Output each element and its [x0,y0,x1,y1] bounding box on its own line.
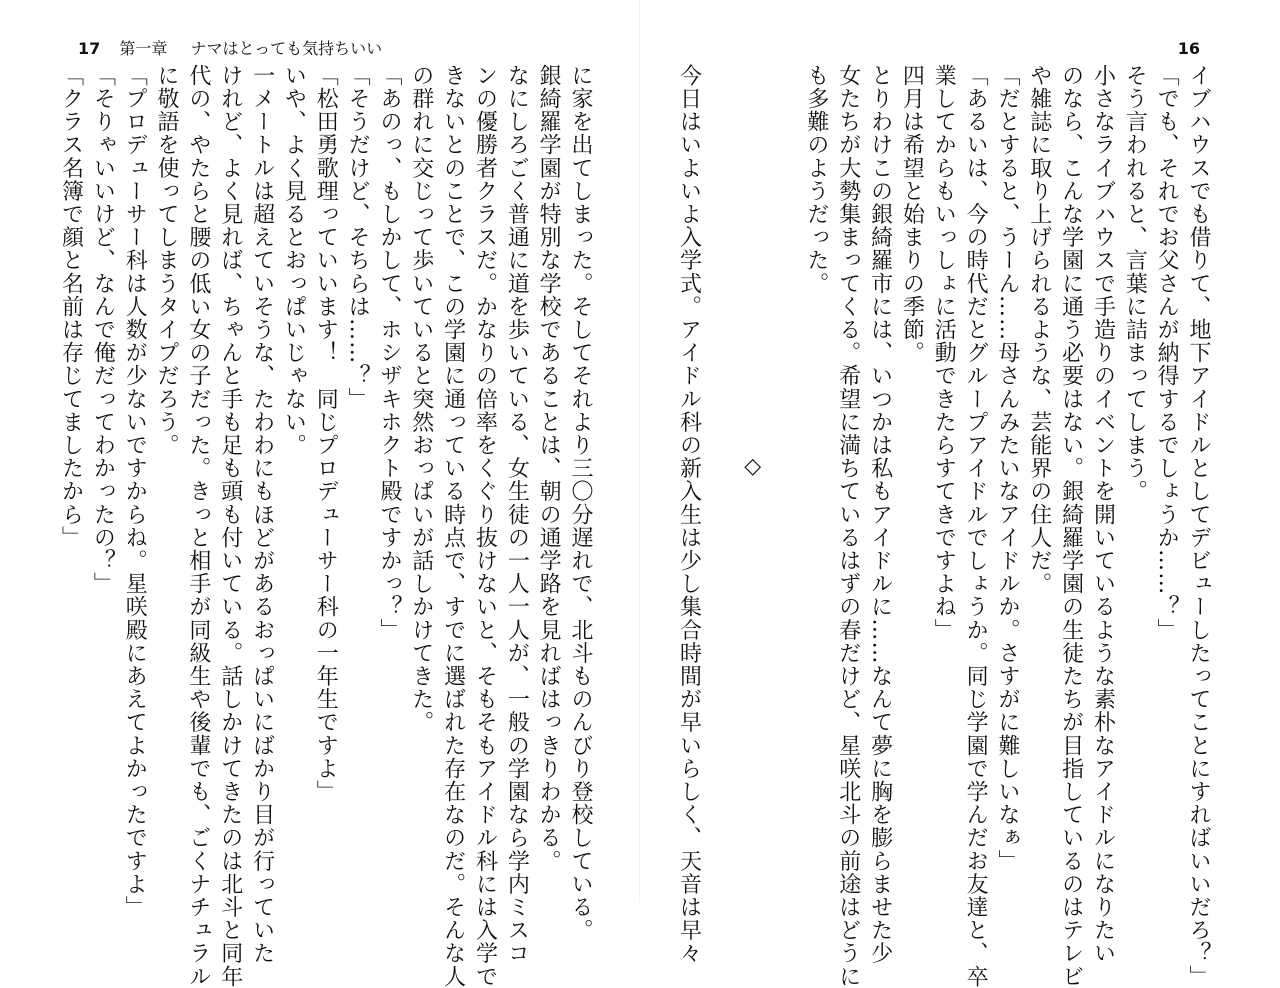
text-line: や雑誌に取り上げられるような、芸能界の住人だ。 [1026,64,1052,596]
text-line: そう言われると、言葉に詰まってしまう。 [1122,64,1148,503]
text-line: 「そりゃいいけど、なんで俺だってわかったの？」 [90,64,116,596]
right-page-text-column [676,64,1214,988]
right-page-body [676,64,1214,988]
text-line: なにしろごく普通に道を歩いている、女生徒の一人一人が、一般の学園なら学内ミスコ [504,64,530,965]
text-line: のなら、こんな学園に通う必要はない。銀綺羅学園の生徒たちが目指しているのはテレビ [1058,64,1084,988]
chapter-title: ナマはとっても気持ちいい [190,39,383,58]
text-line: に家を出てしまった。そしてそれより三〇分遅れで、北斗ものんびり登校している。 [568,64,593,942]
text-line: 「プロデューサー科は人数が少ないですからね。星咲殿にあえてよかったですよ」 [122,64,148,919]
left-page-header [78,36,382,62]
text-line: の群れに交じって歩いていると突然おっぱいが話しかけてきた。 [408,64,434,734]
left-page-number: 17 [78,39,101,58]
right-page-number: 16 [1177,39,1200,58]
text-line: 「クラス名簿で顔と名前は存じてましたから」 [58,64,84,550]
text-line: 「だとすると、うーん……母さんみたいなアイドルか。さすがに難しいなぁ」 [994,64,1020,873]
text-line: に敬語を使ってしまうタイプだろう。 [154,64,180,457]
text-line: とりわけこの銀綺羅市には、いつかは私もアイドルに……なんて夢に胸を膨らませた少 [867,64,893,965]
text-line: 女たちが大勢集まってくる。希望に満ちているはずの春だけど、星咲北斗の前途はどうに [835,64,861,988]
left-page-text-column [58,64,596,988]
text-line: けれど、よく見れば、ちゃんと手も足も頭も付いている。話しかけてきたのは北斗と同年 [217,64,243,988]
blank-line [705,64,737,870]
scene-break-diamond: ◇ [740,453,766,481]
text-line: 銀綺羅学園が特別な学校であることは、朝の通学路を見ればはっきりわかる。 [536,64,562,873]
text-line: ンの優勝者クラスだ。かなりの倍率をくぐり抜けないと、そもそもアイドル科には入学で [472,64,498,988]
text-line: 「そうだけど、そちらは……？」 [345,64,371,411]
text-line: 今日はいよいよ入学式。アイドル科の新入生は少し集合時間が早いらしく、天音は早々 [676,64,702,965]
text-line: も多難のようだった。 [803,64,829,295]
text-line: 業してからもいっしょに活動できたらすてきですよね」 [931,64,957,642]
page-gutter [639,0,640,902]
chapter-label: 第一章 [119,39,168,58]
text-line: 「あるいは、今の時代だとグループアイドルでしょうか。同じ学園で学んだお友達と、卒 [963,64,989,988]
text-line: 「でも、それでお父さんが納得するでしょうか……？」 [1154,64,1180,642]
text-line: 小さなライブハウスで手造りのイベントを開いているような素朴なアイドルになりたい [1090,64,1116,965]
text-line: 一メートルは超えていそうな、たわわにもほどがあるおっぱいにばかり目が行っていた [249,64,275,965]
text-line: 「あのっ、もしかして、ホシザキホクト殿ですかっ？」 [376,64,402,642]
text-line: 「松田勇歌理っていいます！ 同じプロデューサー科の一年生ですよ」 [313,64,339,804]
text-line: 四月は希望と始まりの季節。 [899,64,925,365]
text-line: 代の、やたらと腰の低い女の子だった。きっと相手が同級生や後輩でも、ごくナチュラル [185,64,211,988]
blank-line [768,64,800,870]
text-line: イブハウスでも借りて、地下アイドルとしてデビューしたってことにすればいいだろ？」 [1186,64,1211,988]
text-line: いや、よく見るとおっぱいじゃない。 [281,64,307,457]
text-line: きないとのことで、この学園に通っている時点で、すでに選ばれた存在なのだ。そんな人 [440,64,466,988]
left-page-body [58,64,596,988]
